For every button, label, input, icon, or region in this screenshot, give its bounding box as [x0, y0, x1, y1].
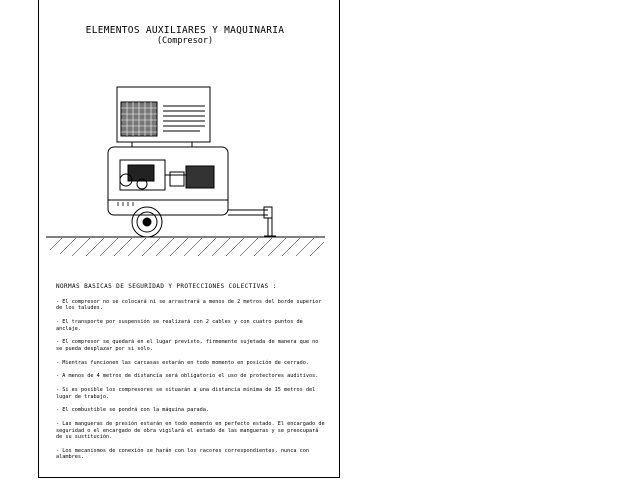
control-panel — [186, 166, 214, 188]
sheet-subtitle: (Compresor) — [156, 36, 214, 46]
norm-item: - A menos de 4 metros de distancia será obligatorio el uso de protectores auditivos. — [56, 373, 319, 380]
sheet-title: ELEMENTOS AUXILIARES Y MAQUINARIA — [85, 25, 285, 36]
norm-item: - Mientras funcionen las carcasas estarán en todo momento en posición de cerrado. — [56, 359, 309, 366]
ground-hatch — [50, 238, 324, 256]
norm-item: - El transporte por suspensión se realizará con 2 cables y con cuatro puntos de anclaje. — [56, 319, 303, 332]
norm-item: - Los mecanismos de conexión se harán con los racores correspondientes, nunca con alambres. — [56, 447, 309, 461]
safety-norms-heading: NORMAS BASICAS DE SEGURIDAD Y PROTECCIONES COLECTIVAS : — [56, 283, 277, 290]
norm-item: - Si es posible los compresores se situarán a una distancia mínima de 15 metros del lugar de trabajo. — [56, 387, 316, 400]
norm-item: - El combustible se pondrá con la máquina parada. — [56, 407, 210, 414]
norm-item: - Las mangueras de presión estarán en todo momento en perfecto estado. El encargado de seguridad o el encargado de obra vigilará el estado de las mangueras y se preocupará de su sustitución. — [56, 421, 325, 441]
norm-item: - El compresor no se colocará ni se arrastrará a menos de 2 metros del borde superior de los taludes. — [56, 299, 322, 312]
safety-norms-list — [56, 299, 326, 468]
norm-item: - El compresor se quedará en el lugar previsto, firmemente sujetada de manera que no se pueda desplazar por si sólo. — [56, 339, 319, 352]
sign-text-lines — [163, 106, 205, 131]
